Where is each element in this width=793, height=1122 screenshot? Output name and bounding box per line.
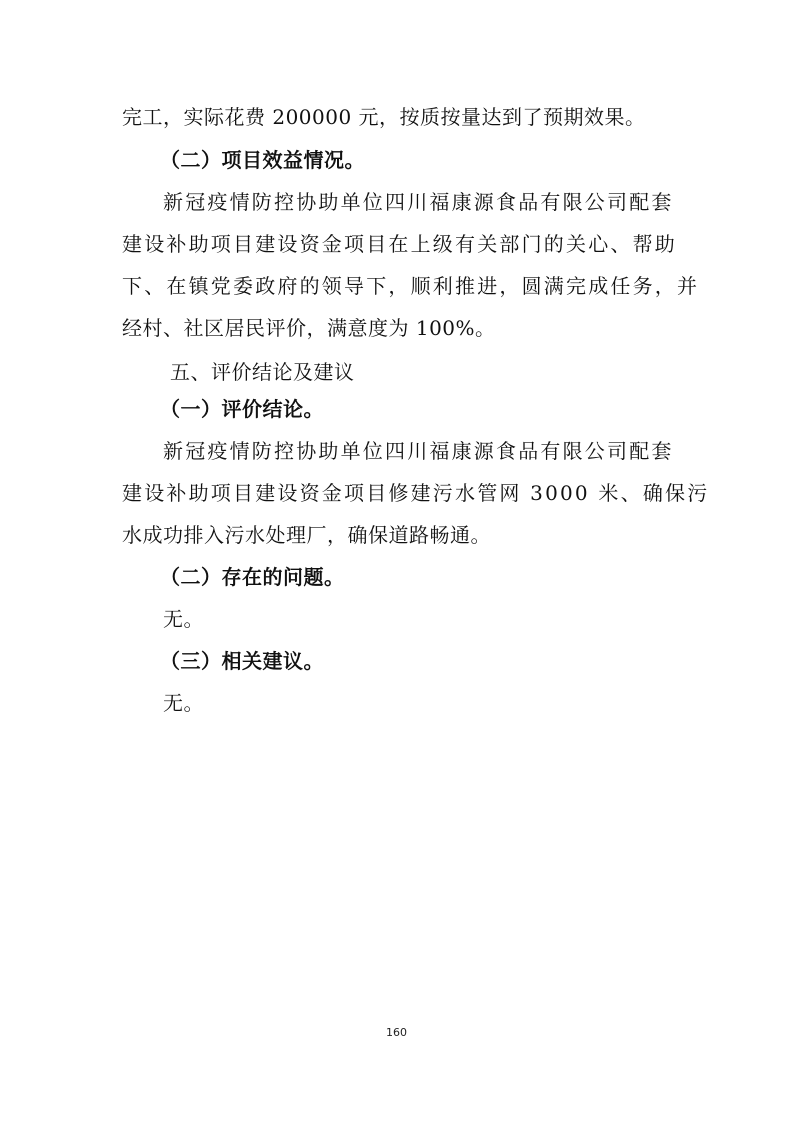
section-heading: （二）项目效益情况。 [160,148,365,172]
paragraph-line: 新冠疫情防控协助单位四川福康源食品有限公司配套 [163,439,674,463]
chapter-heading: 五、评价结论及建议 [170,360,355,384]
paragraph-line: 无。 [163,691,204,715]
paragraph-line: 新冠疫情防控协助单位四川福康源食品有限公司配套 [163,190,674,214]
section-heading: （一）评价结论。 [160,397,324,421]
section-heading: （三）相关建议。 [160,649,324,673]
paragraph-line: 建设补助项目建设资金项目在上级有关部门的关心、帮助 [122,232,677,256]
paragraph-line: 无。 [163,607,204,631]
section-heading: （二）存在的问题。 [160,565,345,589]
paragraph-line: 下、在镇党委政府的领导下，顺利推进，圆满完成任务，并 [122,274,700,298]
paragraph-line: 建设补助项目建设资金项目修建污水管网 3000 米、确保污 [122,481,710,505]
paragraph-line: 经村、社区居民评价，满意度为 100%。 [122,316,496,340]
paragraph-line: 水成功排入污水处理厂，确保道路畅通。 [122,523,491,547]
paragraph-line: 完工，实际花费 200000 元，按质按量达到了预期效果。 [122,105,646,129]
page-number: 160 [386,1026,407,1039]
